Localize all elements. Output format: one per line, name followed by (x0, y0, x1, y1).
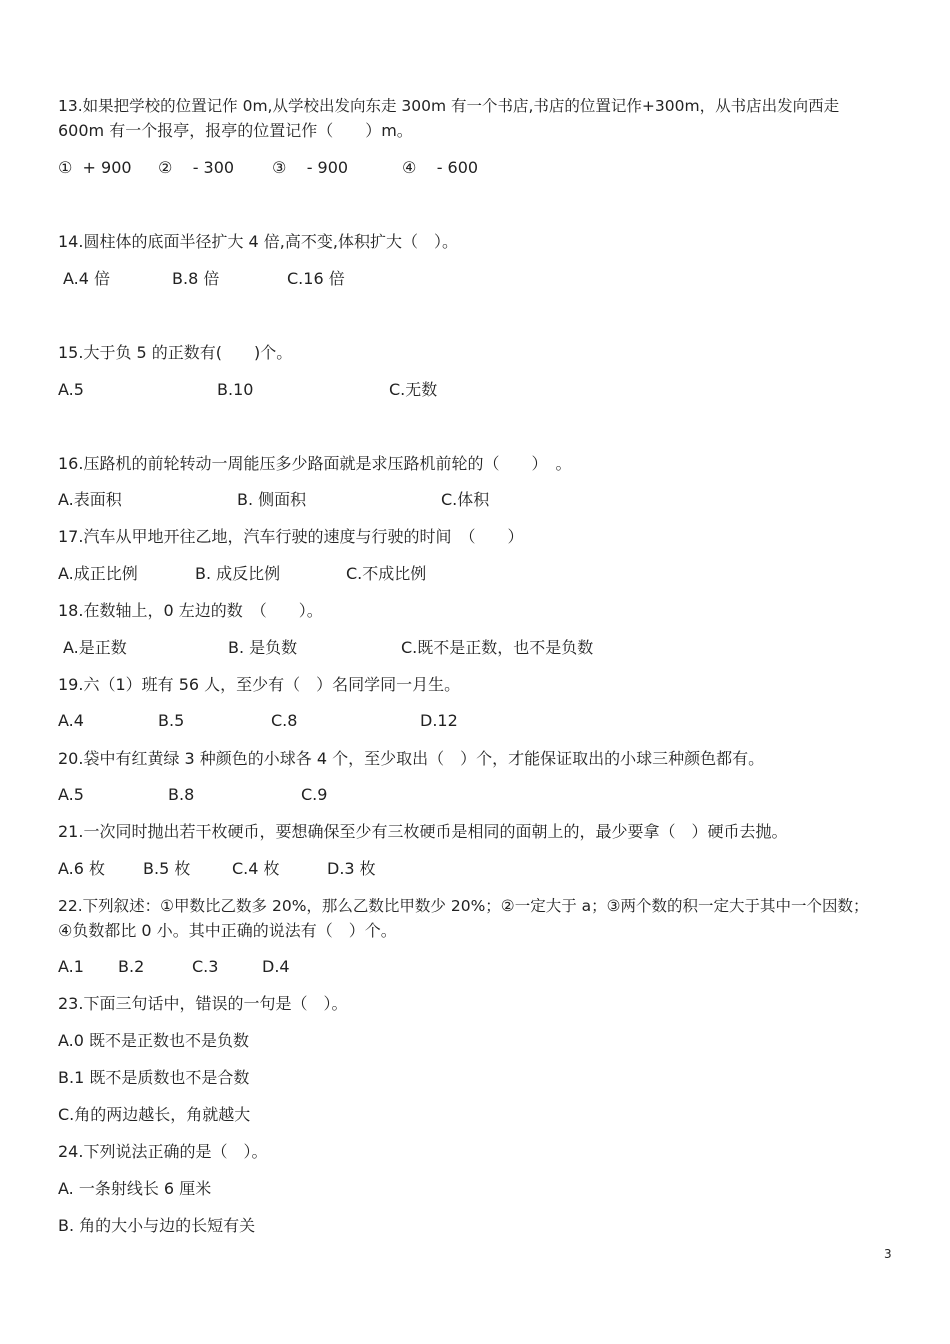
q24-option-a: A. 一条射线长 6 厘米 (58, 1179, 212, 1198)
q20-stem: 20.袋中有红黄绿 3 种颜色的小球各 4 个，至少取出（ ）个，才能保证取出的小球三种颜色都有。 (58, 749, 765, 768)
q22-stem-line2: ④负数都比 0 小。其中正确的说法有（ ）个。 (58, 921, 397, 940)
q15-option-b: B.10 (217, 380, 254, 399)
q21-option-c: C.4 枚 (232, 859, 280, 878)
q14-option-c: C.16 倍 (287, 269, 345, 288)
q15-option-a: A.5 (58, 380, 84, 399)
q22-option-a: A.1 (58, 957, 84, 976)
q19-option-a: A.4 (58, 711, 84, 730)
q20-option-a: A.5 (58, 785, 84, 804)
q23-option-b: B.1 既不是质数也不是合数 (58, 1068, 250, 1087)
q18-option-a: A.是正数 (63, 638, 127, 657)
q18-option-b: B. 是负数 (228, 638, 298, 657)
q13-option-3: ③ - 900 (272, 158, 349, 177)
q13-option-4: ④ - 600 (402, 158, 479, 177)
q18-stem: 18.在数轴上，0 左边的数 （ ）。 (58, 601, 323, 620)
q16-option-a: A.表面积 (58, 490, 122, 509)
q19-option-c: C.8 (271, 711, 298, 730)
q21-stem: 21.一次同时抛出若干枚硬币，要想确保至少有三枚硬币是相同的面朝上的，最少要拿（ ）硬币去抛。 (58, 822, 788, 841)
q14-option-a: A.4 倍 (63, 269, 111, 288)
page-number: 3 (884, 1247, 892, 1261)
q14-option-b: B.8 倍 (172, 269, 220, 288)
q22-option-d: D.4 (262, 957, 290, 976)
q18-option-c: C.既不是正数，也不是负数 (401, 638, 594, 657)
q21-option-d: D.3 枚 (327, 859, 376, 878)
q16-option-c: C.体积 (441, 490, 490, 509)
q17-option-b: B. 成反比例 (195, 564, 281, 583)
q15-option-c: C.无数 (389, 380, 438, 399)
q13-stem-line2: 600m 有一个报亭，报亭的位置记作（ ）m。 (58, 121, 413, 140)
q19-stem: 19.六（1）班有 56 人，至少有（ ）名同学同一月生。 (58, 675, 461, 694)
q15-stem: 15.大于负 5 的正数有( )个。 (58, 343, 293, 362)
q13-option-1: ① + 900 (58, 158, 132, 177)
q13-option-2: ② - 300 (158, 158, 235, 177)
q19-option-b: B.5 (158, 711, 185, 730)
q23-option-a: A.0 既不是正数也不是负数 (58, 1031, 250, 1050)
q19-option-d: D.12 (420, 711, 458, 730)
q21-option-b: B.5 枚 (143, 859, 191, 878)
q22-option-b: B.2 (118, 957, 145, 976)
q20-option-b: B.8 (168, 785, 195, 804)
q16-option-b: B. 侧面积 (237, 490, 307, 509)
q24-option-b: B. 角的大小与边的长短有关 (58, 1216, 256, 1235)
q23-option-c: C.角的两边越长，角就越大 (58, 1105, 251, 1124)
q17-option-c: C.不成比例 (346, 564, 427, 583)
q22-stem-line1: 22.下列叙述：①甲数比乙数多 20%，那么乙数比甲数少 20%；②一定大于 a；③两个数的积一定大于其中一个因数； (58, 897, 869, 915)
q21-option-a: A.6 枚 (58, 859, 106, 878)
q20-option-c: C.9 (301, 785, 328, 804)
q24-stem: 24.下列说法正确的是（ ）。 (58, 1142, 268, 1161)
q22-option-c: C.3 (192, 957, 219, 976)
q13-stem-line1: 13.如果把学校的位置记作 0m,从学校出发向东走 300m 有一个书店,书店的位置记作+300m，从书店出发向西走 (58, 97, 840, 115)
q16-stem: 16.压路机的前轮转动一周能压多少路面就是求压路机前轮的（ ） 。 (58, 454, 572, 473)
q17-stem: 17.汽车从甲地开往乙地，汽车行驶的速度与行驶的时间 （ ） (58, 527, 524, 546)
q14-stem: 14.圆柱体的底面半径扩大 4 倍,高不变,体积扩大（ ）。 (58, 232, 458, 251)
q23-stem: 23.下面三句话中，错误的一句是（ ）。 (58, 994, 348, 1013)
q17-option-a: A.成正比例 (58, 564, 138, 583)
